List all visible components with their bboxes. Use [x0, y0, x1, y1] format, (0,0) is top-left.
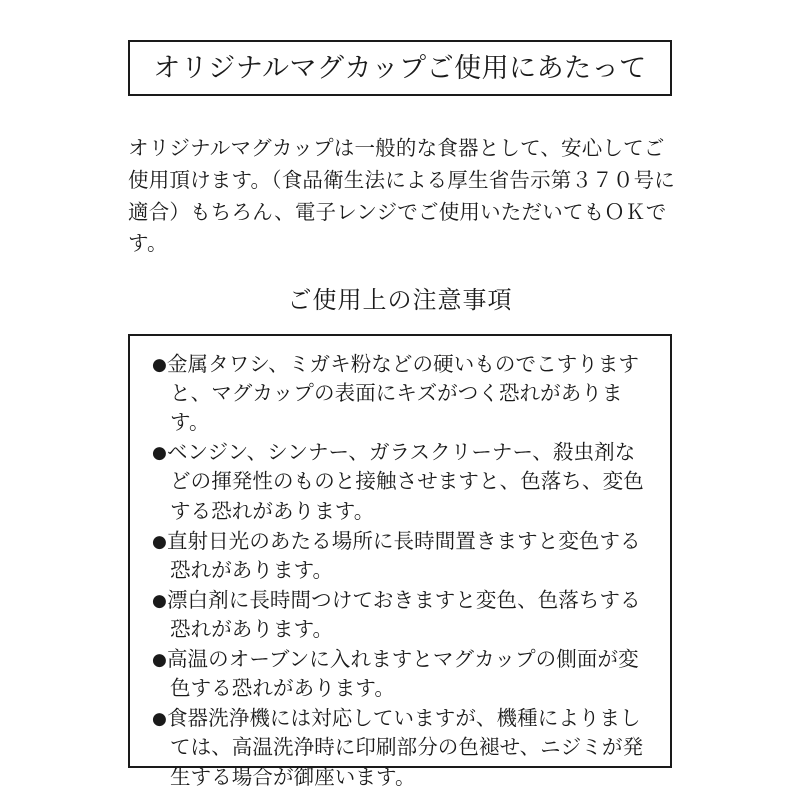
list-item-text: ベンジン、シンナー、ガラスクリーナー、殺虫剤などの揮発性のものと接触させますと、色落ち、変色する恐れがあります。	[166, 440, 644, 523]
list-item-text: 金属タワシ、ミガキ粉などの硬いものでこすりますと、マグカップの表面にキズがつく恐れがあります。	[166, 352, 640, 435]
bullet-icon: ●	[152, 650, 167, 671]
bullet-icon: ●	[152, 590, 167, 611]
notes-box	[128, 334, 672, 789]
page-title: オリジナルマグカップご使用にあたって	[153, 52, 647, 84]
list-item-text: 漂白剤に長時間つけておきますと変色、色落ちする恐れがあります。	[166, 587, 641, 641]
list-item	[152, 527, 652, 585]
bullet-icon: ●	[152, 709, 167, 730]
list-item-text: 高温のオーブンに入れますとマグカップの側面が変色する恐れがあります。	[166, 647, 639, 701]
bullet-icon: ●	[152, 531, 167, 552]
intro-paragraph: オリジナルマグカップは一般的な食器として、安心してご使用頂けます。（食品衛生法による厚生省告示第３７０号に適合）もちろん、電子レンジでご使用いただいてもＯＫです。	[128, 136, 676, 256]
title-box	[128, 40, 672, 96]
section-heading: ご使用上の注意事項	[287, 286, 513, 314]
list-item	[152, 438, 652, 525]
list-item	[152, 704, 652, 791]
list-item	[152, 586, 652, 644]
list-item-text: 食器洗浄機には対応していますが、機種によりましては、高温洗浄時に印刷部分の色褪せ、ニジミが発生する場合が御座います。	[166, 706, 644, 789]
bullet-icon: ●	[152, 443, 167, 464]
bullet-icon: ●	[152, 355, 167, 375]
list-item-text: 直射日光のあたる場所に長時間置きますと変色する恐れがあります。	[166, 528, 641, 582]
list-item	[152, 645, 652, 703]
list-item	[152, 350, 652, 437]
